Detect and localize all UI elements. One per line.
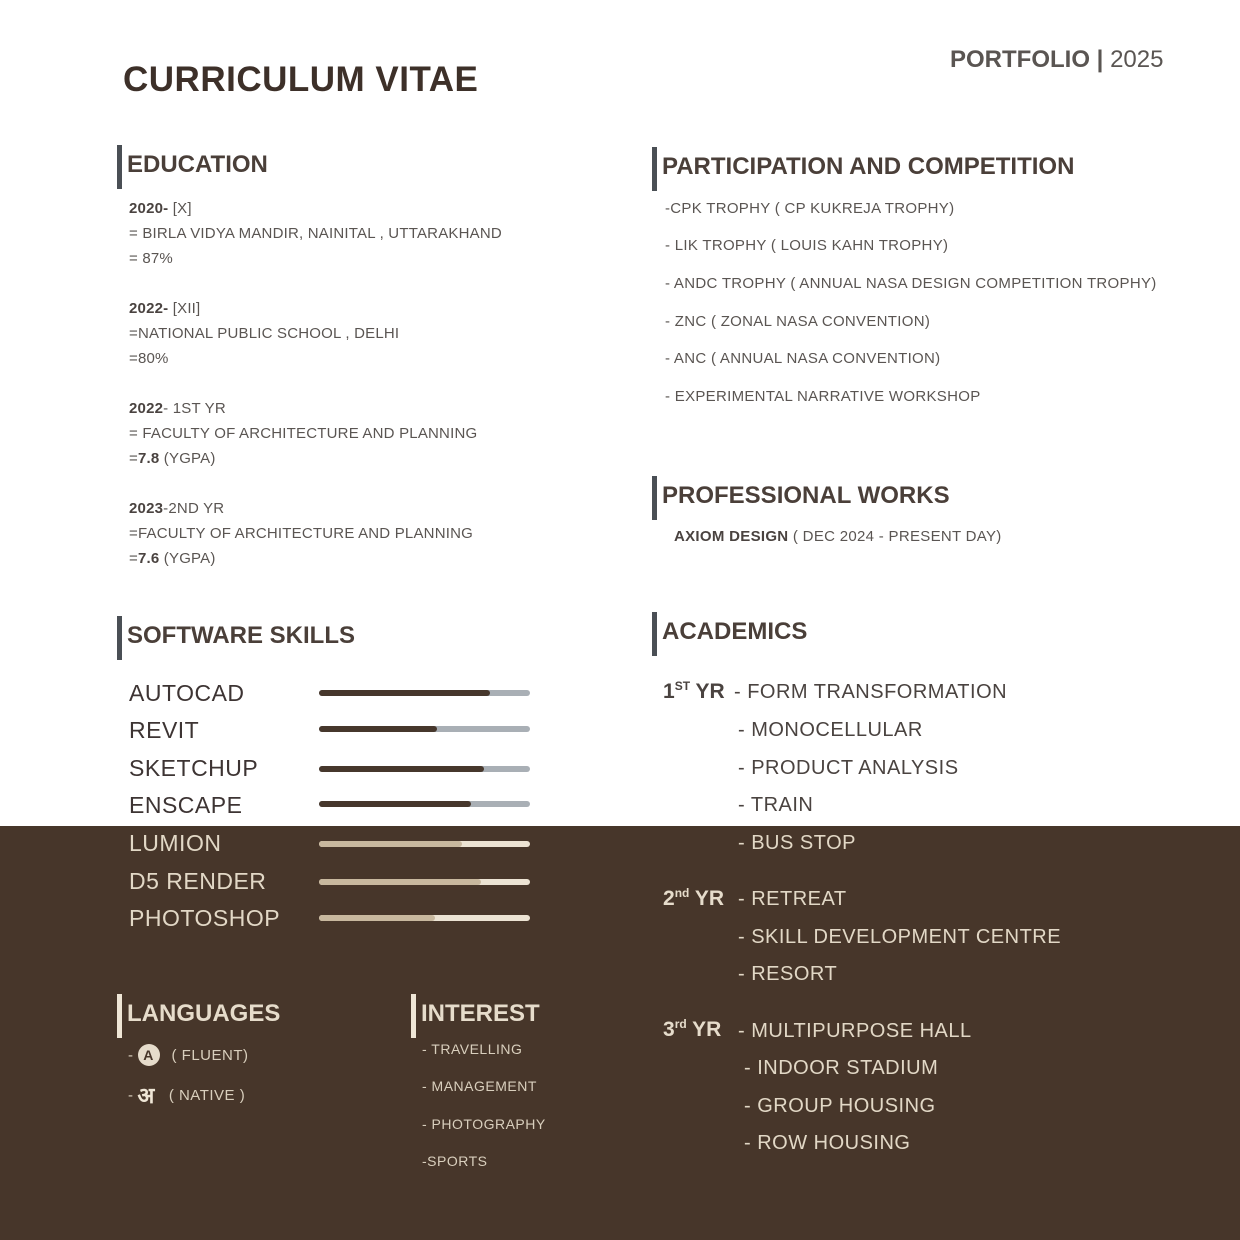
portfolio-text: PORTFOLIO — [950, 46, 1090, 73]
year-suffix: nd — [674, 886, 690, 900]
education-year: 2023 — [129, 500, 164, 517]
skill-bar-fill — [319, 879, 481, 885]
participation-item: - ANC ( ANNUAL NASA CONVENTION) — [665, 350, 941, 367]
academic-project: - RETREAT — [738, 888, 847, 910]
education-score-suffix: (YGPA) — [159, 550, 216, 567]
skill-name: PHOTOSHOP — [129, 905, 281, 931]
education-score-prefix: = — [129, 550, 138, 567]
section-heading-academics: ACADEMICS — [652, 612, 807, 656]
skill-name: ENSCAPE — [129, 792, 243, 818]
skill-name: AUTOCAD — [129, 680, 245, 706]
skill-name: LUMION — [129, 830, 222, 856]
skill-bar-autocad — [319, 690, 530, 696]
professional-entry — [674, 528, 1002, 545]
education-year: 2020- — [129, 200, 169, 217]
academic-project: - SKILL DEVELOPMENT CENTRE — [738, 926, 1062, 948]
participation-item: - ZNC ( ZONAL NASA CONVENTION) — [665, 313, 931, 330]
education-score-value: 7.6 — [137, 550, 160, 567]
section-heading-languages: LANGUAGES — [117, 994, 280, 1038]
english-letter-icon: A — [138, 1044, 160, 1066]
company-name: AXIOM DESIGN — [674, 528, 789, 545]
education-year: 2022 — [129, 400, 164, 417]
skill-bar-fill — [319, 726, 437, 732]
education-score-suffix: (YGPA) — [159, 450, 216, 467]
year-suffix: rd — [674, 1017, 687, 1031]
education-institution: = BIRLA VIDYA MANDIR, NAINITAL , UTTARAKHAND — [129, 225, 502, 242]
education-score-prefix: = — [129, 450, 138, 467]
academic-year-label — [663, 886, 724, 911]
interest-item: - MANAGEMENT — [422, 1078, 537, 1094]
year-yr: YR — [686, 1018, 722, 1041]
language-item-hindi — [128, 1080, 245, 1110]
education-institution: = FACULTY OF ARCHITECTURE AND PLANNING — [129, 425, 478, 442]
education-institution: =FACULTY OF ARCHITECTURE AND PLANNING — [129, 525, 473, 542]
education-level: - 1ST YR — [163, 400, 226, 417]
skill-name: SKETCHUP — [129, 755, 259, 781]
section-heading-participation: PARTICIPATION AND COMPETITION — [652, 147, 1074, 191]
skill-bar-fill — [319, 801, 471, 807]
academic-year-label — [663, 679, 725, 704]
education-level: [X] — [168, 200, 192, 217]
education-year: 2022- — [129, 300, 169, 317]
education-entry — [129, 496, 473, 571]
year-yr: YR — [690, 680, 725, 703]
language-level: ( NATIVE ) — [168, 1086, 246, 1104]
academic-project: - GROUP HOUSING — [744, 1095, 936, 1117]
year-suffix: ST — [674, 679, 691, 693]
participation-item: -CPK TROPHY ( CP KUKREJA TROPHY) — [665, 200, 955, 217]
education-entry — [129, 396, 477, 471]
skill-bar-sketchup — [319, 766, 530, 772]
section-heading-software-skills: SOFTWARE SKILLS — [117, 616, 355, 660]
year-number: 1 — [663, 680, 675, 703]
section-heading-professional: PROFESSIONAL WORKS — [652, 476, 950, 520]
year-number: 2 — [663, 887, 675, 910]
interest-item: - TRAVELLING — [422, 1041, 523, 1057]
skill-bar-revit — [319, 726, 530, 732]
skill-bar-fill — [319, 915, 435, 921]
education-level: -2ND YR — [163, 500, 225, 517]
skill-bar-fill — [319, 690, 490, 696]
skill-bar-lumion — [319, 841, 530, 847]
skill-bar-fill — [319, 841, 462, 847]
academic-year-label — [663, 1017, 721, 1042]
language-item-english — [128, 1044, 249, 1066]
language-dash: - — [128, 1086, 134, 1104]
portfolio-year: 2025 — [1110, 46, 1164, 73]
education-level: [XII] — [168, 300, 201, 317]
skill-bar-fill — [319, 766, 484, 772]
language-level: ( FLUENT) — [171, 1046, 249, 1064]
page-title: CURRICULUM VITAE — [123, 60, 479, 99]
section-heading-interest: INTEREST — [411, 994, 540, 1038]
education-score-value: 7.8 — [137, 450, 160, 467]
participation-item: - LIK TROPHY ( LOUIS KAHN TROPHY) — [665, 237, 949, 254]
academic-project: - MONOCELLULAR — [738, 719, 923, 741]
section-heading-education: EDUCATION — [117, 145, 268, 189]
academic-project: - MULTIPURPOSE HALL — [738, 1020, 972, 1042]
education-entry — [129, 296, 399, 371]
education-score: = 87% — [129, 250, 173, 267]
participation-item: - EXPERIMENTAL NARRATIVE WORKSHOP — [665, 388, 981, 405]
academic-project: - PRODUCT ANALYSIS — [738, 757, 959, 779]
education-score: =80% — [129, 350, 169, 367]
hindi-letter-icon: अ — [137, 1083, 155, 1108]
skill-bar-photoshop — [319, 915, 530, 921]
interest-item: - PHOTOGRAPHY — [422, 1116, 546, 1132]
portfolio-label — [950, 46, 1163, 74]
education-institution: =NATIONAL PUBLIC SCHOOL , DELHI — [129, 325, 400, 342]
academic-project: - INDOOR STADIUM — [744, 1057, 939, 1079]
academic-project: - BUS STOP — [738, 832, 856, 854]
portfolio-separator: | — [1096, 46, 1104, 73]
interest-item: -SPORTS — [422, 1153, 488, 1169]
skill-bar-enscape — [319, 801, 530, 807]
skill-name: REVIT — [129, 717, 200, 743]
participation-item: - ANDC TROPHY ( ANNUAL NASA DESIGN COMPETITION TROPHY) — [665, 275, 1157, 292]
academic-project: - RESORT — [738, 963, 838, 985]
academic-project: - TRAIN — [738, 794, 814, 816]
education-entry — [129, 196, 502, 271]
skill-bar-d5-render — [319, 879, 530, 885]
language-dash: - — [128, 1046, 134, 1064]
skill-name: D5 RENDER — [129, 868, 267, 894]
employment-period: ( DEC 2024 - PRESENT DAY) — [788, 528, 1002, 545]
year-yr: YR — [689, 887, 724, 910]
academic-project: - ROW HOUSING — [744, 1132, 911, 1154]
year-number: 3 — [663, 1018, 675, 1041]
academic-project: - FORM TRANSFORMATION — [734, 681, 1008, 703]
